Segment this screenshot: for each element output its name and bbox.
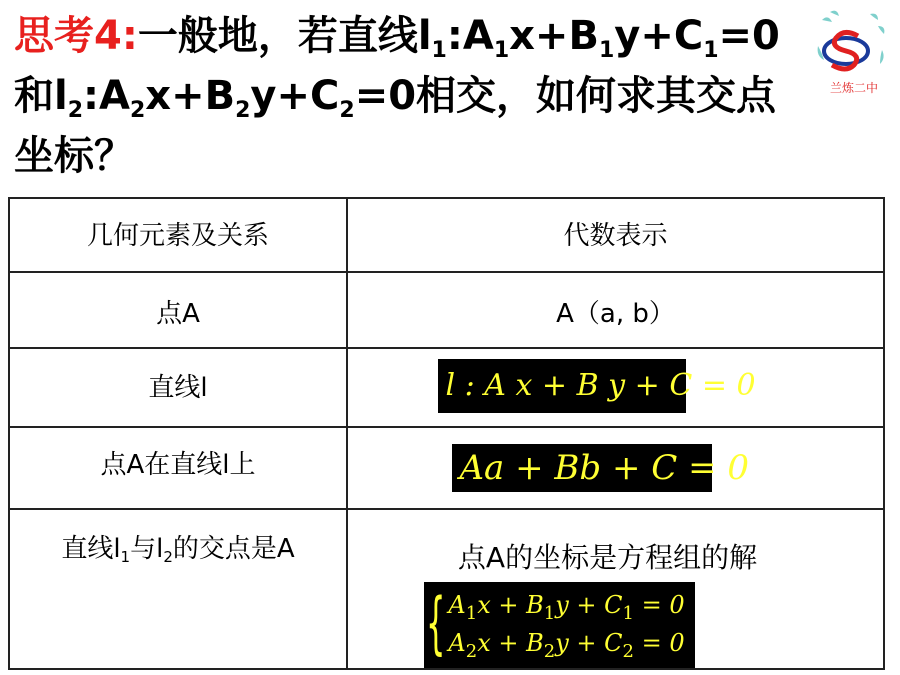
- table-row: [9, 509, 884, 669]
- cell-point-coords: A（a, b）: [556, 299, 675, 329]
- table-row: [9, 427, 884, 509]
- cell-point-on-line: 点A在直线l上: [100, 450, 256, 480]
- system-equation-1: $A_1x + B_1y + C_1 = 0$: [448, 591, 685, 624]
- title-line-3: 坐标？: [14, 133, 134, 179]
- header-cell-geometry: 几何元素及关系: [9, 198, 347, 272]
- cell-intersection: 直线$l_1$与$l_2$的交点是A: [61, 534, 295, 566]
- school-logo: [812, 6, 892, 98]
- header-cell-algebra: 代数表示: [347, 198, 884, 272]
- table-row: [9, 272, 884, 348]
- cell-line-l: 直线l: [148, 373, 208, 403]
- logo-text: 兰炼二中: [830, 81, 879, 95]
- relation-table: [8, 197, 885, 670]
- title-line-1: 思考4:一般地，若直线$l_1:A_1x+B_1y+C_1=0$: [14, 13, 780, 63]
- point-on-line-formula: Aa + Bb + C = 0: [452, 444, 712, 492]
- brace-icon: {: [426, 584, 446, 663]
- cell-point-a: 点A: [156, 299, 200, 329]
- table-row: [9, 348, 884, 427]
- table-header-row: [9, 198, 884, 272]
- title-prefix: 思考4:: [14, 13, 138, 59]
- system-equation-2: $A_2x + B_2y + C_2 = 0$: [448, 629, 685, 662]
- equation-system-formula: [424, 582, 694, 668]
- solution-statement: 点A的坐标是方程组的解: [457, 541, 758, 574]
- title-line-2: 和$l_2:A_2x+B_2y+C_2=0$相交，如何求其交点: [14, 73, 777, 123]
- line-equation-formula: l : A x + B y + C = 0: [438, 359, 686, 413]
- question-title: [14, 6, 844, 186]
